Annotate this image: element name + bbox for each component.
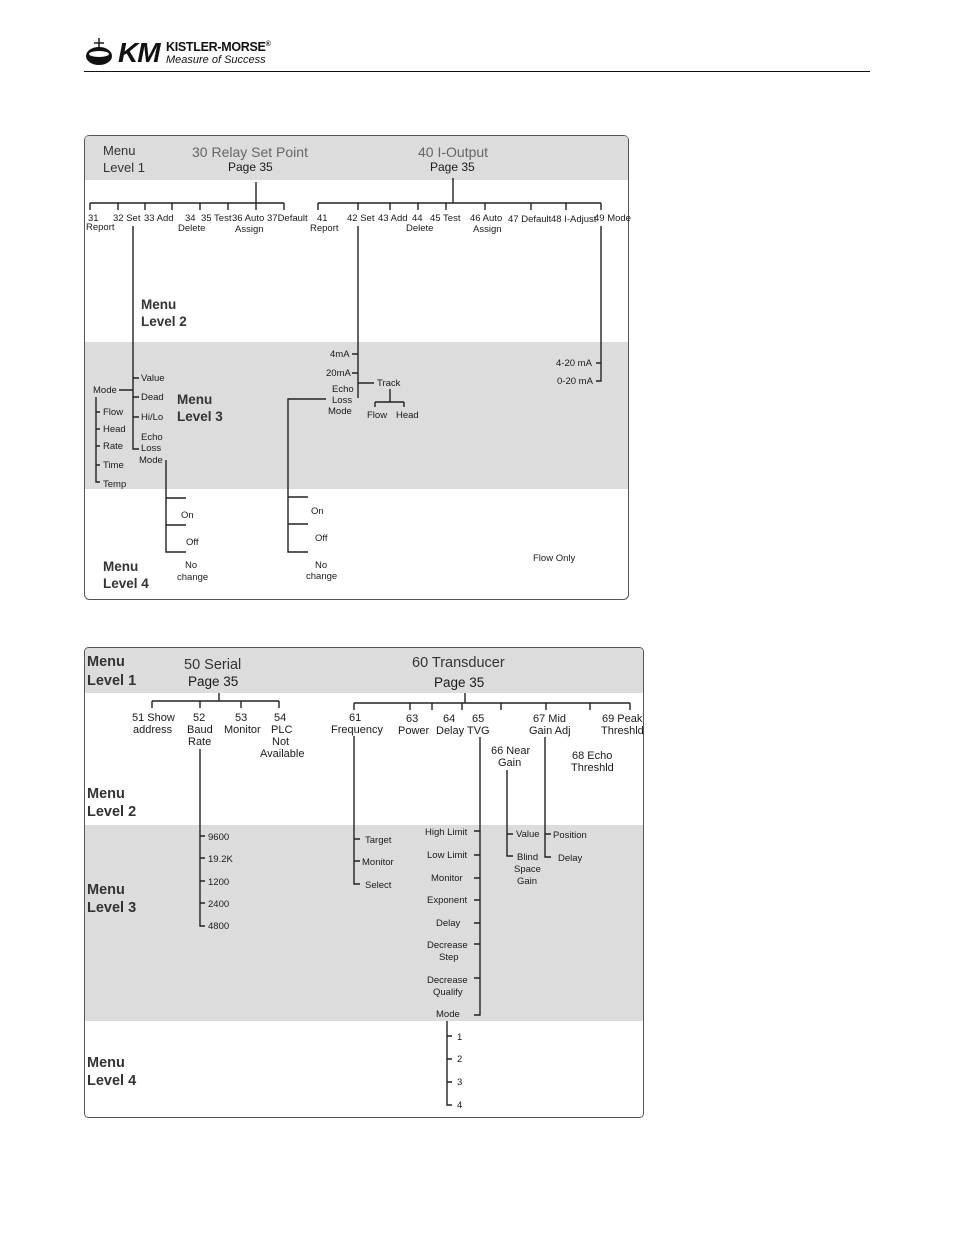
relay-item-33: 33 Add <box>144 213 174 224</box>
transducer-item-61: 61 <box>349 712 362 724</box>
relay-item-34-sub: Delete <box>178 223 206 234</box>
serial-item-54-sub3: Available <box>260 748 305 760</box>
d1-level4-label: Menu <box>103 559 139 574</box>
iout-set-mode: Mode <box>328 406 352 417</box>
mode-temp: Temp <box>103 479 127 490</box>
freq-monitor: Monitor <box>362 857 394 868</box>
tvg-decrease-step-2: Step <box>439 952 459 963</box>
d2-level3-label-2: Level 3 <box>87 900 137 916</box>
relay-item-37: 37Default <box>267 213 308 224</box>
mode-value-3: 3 <box>457 1077 463 1088</box>
serial-item-52-sub: Baud <box>187 724 213 736</box>
iout-item-41-sub: Report <box>310 223 339 234</box>
relay-item-32: 32 Set <box>113 213 141 224</box>
transducer-item-61-sub: Frequency <box>331 724 383 736</box>
iout-item-41: 41 <box>317 213 328 224</box>
iout-item-45: 45 Test <box>430 213 461 224</box>
freq-target: Target <box>365 835 392 846</box>
track-label: Track <box>377 378 401 389</box>
mode-head: Head <box>103 424 126 435</box>
baud-1200: 1200 <box>208 877 230 888</box>
d2-level1-label: Menu <box>87 654 125 670</box>
relay-item-31: 31 <box>88 213 99 224</box>
iout-set-20ma: 20mA <box>326 368 351 379</box>
relay-set-loss: Loss <box>141 443 162 454</box>
mode-value-4: 4 <box>457 1100 463 1111</box>
iout-set-echo: Echo <box>332 384 354 395</box>
company-name: KISTLER-MORSE® <box>166 40 271 54</box>
transducer-item-66: 66 Near <box>491 745 531 757</box>
iout-echo-off: Off <box>315 533 328 544</box>
iout-item-49: 49 Mode <box>594 213 631 224</box>
mid-gain-position: Position <box>553 830 587 841</box>
d1-level4-label-2: Level 4 <box>103 576 149 591</box>
iout-item-46-sub: Assign <box>473 224 502 235</box>
transducer-item-64-sub: Delay <box>436 725 465 737</box>
transducer-title: 60 Transducer <box>412 655 505 671</box>
transducer-item-69-sub: Threshld <box>601 725 644 737</box>
d1-level2-label-2: Level 2 <box>141 314 187 329</box>
relay-echo-nochange: No <box>185 560 198 571</box>
transducer-item-68-sub: Threshld <box>571 762 614 774</box>
transducer-item-63: 63 <box>406 713 419 725</box>
freq-select: Select <box>365 880 392 891</box>
iout-echo-nochange: No <box>315 560 328 571</box>
tvg-high-limit: High Limit <box>425 827 468 838</box>
iout-echo-on: On <box>311 506 324 517</box>
iout-item-46: 46 Auto <box>470 213 503 224</box>
transducer-page-ref: Page 35 <box>434 675 485 690</box>
transducer-item-64: 64 <box>443 713 456 725</box>
iout-item-47: 47 Default <box>508 214 552 225</box>
near-gain-space: Space <box>514 864 541 875</box>
relay-echo-nochange-2: change <box>177 572 209 583</box>
iout-echo-nochange-2: change <box>306 571 338 582</box>
mode-time: Time <box>103 460 124 471</box>
tvg-mode: Mode <box>436 1009 460 1020</box>
relay-echo-on: On <box>181 510 194 521</box>
relay-set-dead: Dead <box>141 392 164 403</box>
iout-set-4ma: 4mA <box>330 349 350 360</box>
mode-flow: Flow <box>103 407 124 418</box>
company-tagline: Measure of Success <box>166 54 266 66</box>
transducer-item-63-sub: Power <box>398 725 430 737</box>
serial-item-54-sub2: Not <box>272 736 290 748</box>
transducer-item-68: 68 Echo <box>572 750 613 762</box>
iout-item-44-sub: Delete <box>406 223 434 234</box>
d1-level2-label: Menu <box>141 297 177 312</box>
serial-item-54-sub: PLC <box>271 724 293 736</box>
iout-mode-0-20: 0-20 mA <box>557 376 593 387</box>
transducer-item-67: 67 Mid <box>533 713 567 725</box>
relay-set-hilo: Hi/Lo <box>141 412 164 423</box>
tvg-decrease-step: Decrease <box>427 940 468 951</box>
iout-set-loss: Loss <box>332 395 353 406</box>
baud-9600: 9600 <box>208 832 230 843</box>
relay-item-31-sub: Report <box>86 222 115 233</box>
near-gain-value: Value <box>516 829 540 840</box>
serial-item-51: 51 Show <box>132 712 175 724</box>
d2-level1-label-2: Level 1 <box>87 673 137 689</box>
transducer-item-65: 65 <box>472 713 485 725</box>
relay-item-34: 34 <box>185 213 196 224</box>
mode-value-2: 2 <box>457 1054 463 1065</box>
relay-page-ref: Page 35 <box>228 160 273 174</box>
track-flow: Flow <box>367 410 388 421</box>
near-gain-blind: Blind <box>517 852 539 863</box>
relay-item-36-sub: Assign <box>235 224 264 235</box>
tvg-monitor: Monitor <box>431 873 463 884</box>
iout-item-48: 48 I-Adjust <box>551 214 597 225</box>
d2-level3-label: Menu <box>87 882 125 898</box>
mode-rate: Rate <box>103 441 124 452</box>
relay-set-mode: Mode <box>139 455 163 466</box>
iout-mode-4-20: 4-20 mA <box>556 358 592 369</box>
track-head: Head <box>396 410 419 421</box>
i-output-page-ref: Page 35 <box>430 160 475 174</box>
tvg-low-limit: Low Limit <box>427 850 468 861</box>
baud-4800: 4800 <box>208 921 230 932</box>
serial-page-ref: Page 35 <box>188 674 239 689</box>
iout-item-42: 42 Set <box>347 213 375 224</box>
transducer-item-65-sub: TVG <box>467 725 490 737</box>
d1-level1-label-2: Level 1 <box>103 160 145 175</box>
tvg-delay: Delay <box>436 918 461 929</box>
mode-label: Mode <box>93 385 117 396</box>
serial-item-53: 53 <box>235 712 248 724</box>
tvg-decrease-qualify: Decrease <box>427 975 468 986</box>
relay-echo-off: Off <box>186 537 199 548</box>
transducer-item-67-sub: Gain Adj <box>529 725 571 737</box>
near-gain-gain: Gain <box>517 876 538 887</box>
d2-level2-label-2: Level 2 <box>87 804 137 820</box>
serial-item-52-sub2: Rate <box>188 736 212 748</box>
mode-value-1: 1 <box>457 1032 463 1043</box>
d2-level2-label: Menu <box>87 786 125 802</box>
d2-level4-label: Menu <box>87 1055 125 1071</box>
d1-level3-label-2: Level 3 <box>177 409 223 424</box>
baud-19-2k: 19.2K <box>208 854 233 865</box>
relay-set-echo: Echo <box>141 432 163 443</box>
iout-item-44: 44 <box>412 213 423 224</box>
relay-item-35: 35 Test <box>201 213 232 224</box>
relay-item-36: 36 Auto <box>232 213 265 224</box>
serial-title: 50 Serial <box>184 657 242 673</box>
mid-gain-delay: Delay <box>558 853 583 864</box>
serial-item-52: 52 <box>193 712 206 724</box>
relay-set-value: Value <box>141 373 165 384</box>
iout-item-43: 43 Add <box>378 213 408 224</box>
flow-only-note: Flow Only <box>533 553 576 564</box>
transducer-item-69: 69 Peak <box>602 713 643 725</box>
tvg-exponent: Exponent <box>427 895 468 906</box>
i-output-title: 40 I-Output <box>418 144 489 160</box>
d1-level3-label: Menu <box>177 392 213 407</box>
logo-mark: KM <box>118 37 160 68</box>
d2-level4-label-2: Level 4 <box>87 1073 137 1089</box>
transducer-item-66-sub: Gain <box>498 757 522 769</box>
baud-2400: 2400 <box>208 899 230 910</box>
tvg-decrease-qualify-2: Qualify <box>433 987 463 998</box>
serial-item-53-sub: Monitor <box>224 724 261 736</box>
serial-item-54: 54 <box>274 712 287 724</box>
serial-item-51-sub: address <box>133 724 173 736</box>
d1-level1-label: Menu <box>103 143 136 158</box>
relay-set-point-title: 30 Relay Set Point <box>192 144 308 160</box>
